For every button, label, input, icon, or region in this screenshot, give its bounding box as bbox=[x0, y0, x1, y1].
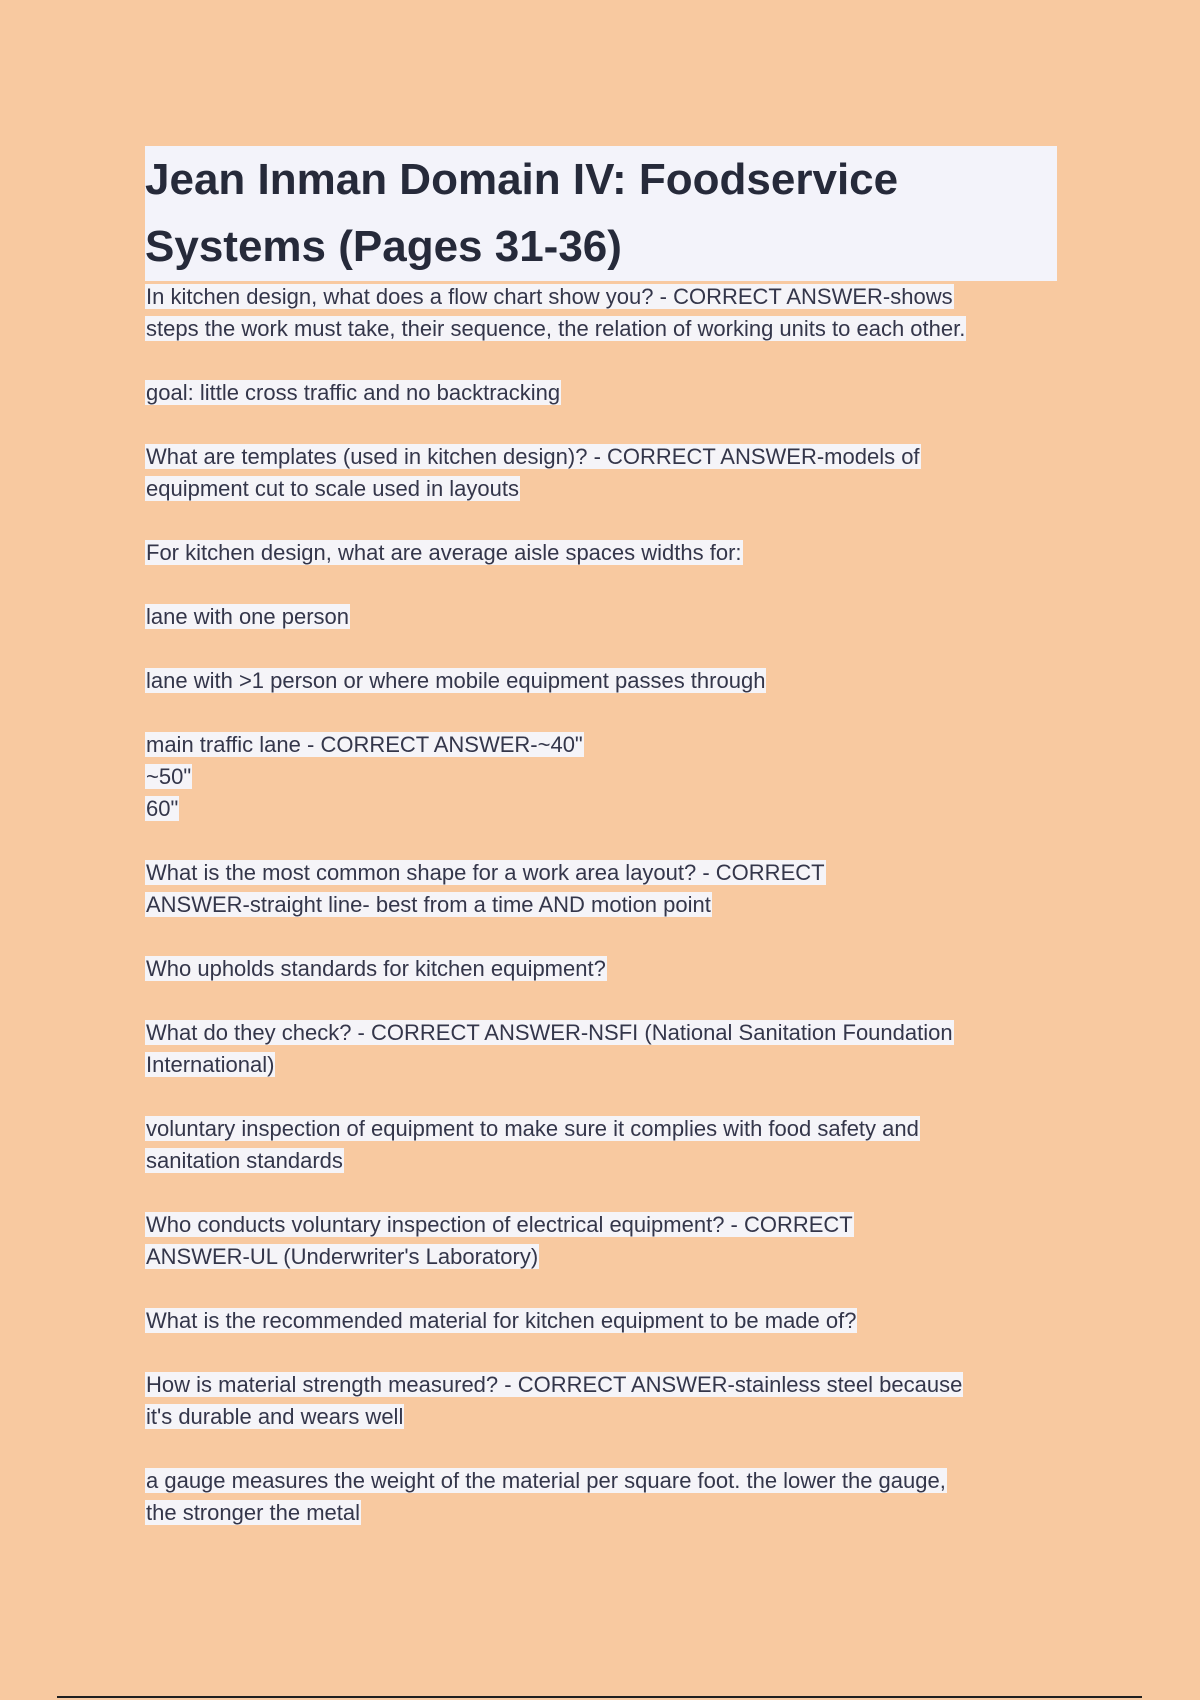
paragraph bbox=[145, 537, 1057, 569]
paragraph bbox=[145, 377, 1057, 409]
paragraph bbox=[145, 857, 1057, 921]
text-line: ANSWER-straight line- best from a time AND motion point bbox=[146, 892, 711, 917]
text-line: voluntary inspection of equipment to make sure it complies with food safety and bbox=[146, 1116, 919, 1141]
paragraph bbox=[145, 1305, 1057, 1337]
text-line: What are templates (used in kitchen design)? - CORRECT ANSWER-models of bbox=[146, 444, 920, 469]
text-line: steps the work must take, their sequence, the relation of working units to each other. bbox=[146, 316, 966, 341]
paragraph bbox=[145, 1017, 1057, 1081]
page-divider bbox=[57, 1696, 1142, 1698]
text-line: ~50" bbox=[146, 764, 192, 789]
text-line: lane with one person bbox=[146, 604, 350, 629]
text-line: equipment cut to scale used in layouts bbox=[146, 476, 520, 501]
text-line: What is the most common shape for a work area layout? - CORRECT bbox=[146, 860, 825, 885]
document-title bbox=[145, 146, 1057, 281]
paragraph bbox=[145, 1465, 1057, 1529]
paragraph bbox=[145, 1209, 1057, 1273]
paragraph bbox=[145, 441, 1057, 505]
text-line: main traffic lane - CORRECT ANSWER-~40" bbox=[146, 732, 583, 757]
text-line: 60" bbox=[146, 796, 179, 821]
text-line: it's durable and wears well bbox=[146, 1404, 404, 1429]
paragraph bbox=[145, 601, 1057, 633]
text-line: For kitchen design, what are average aisle spaces widths for: bbox=[146, 540, 742, 565]
text-line: the stronger the metal bbox=[146, 1500, 361, 1525]
paragraph bbox=[145, 665, 1057, 697]
paragraph bbox=[145, 1113, 1057, 1177]
text-line: ANSWER-UL (Underwriter's Laboratory) bbox=[146, 1244, 539, 1269]
text-line: a gauge measures the weight of the material per square foot. the lower the gauge, bbox=[146, 1468, 946, 1493]
paragraph bbox=[145, 281, 1057, 345]
text-line: What do they check? - CORRECT ANSWER-NSFI (National Sanitation Foundation bbox=[146, 1020, 953, 1045]
text-line: What is the recommended material for kitchen equipment to be made of? bbox=[146, 1308, 857, 1333]
paragraph bbox=[145, 729, 1057, 825]
text-line: Who upholds standards for kitchen equipment? bbox=[146, 956, 606, 981]
title-line-2: Systems (Pages 31-36) bbox=[145, 222, 622, 271]
text-line: sanitation standards bbox=[146, 1148, 343, 1173]
text-line: goal: little cross traffic and no backtracking bbox=[146, 380, 561, 405]
text-line: lane with >1 person or where mobile equipment passes through bbox=[146, 668, 766, 693]
paragraph bbox=[145, 953, 1057, 985]
document-page bbox=[145, 146, 1057, 1561]
text-line: Who conducts voluntary inspection of electrical equipment? - CORRECT bbox=[146, 1212, 853, 1237]
title-line-1: Jean Inman Domain IV: Foodservice bbox=[145, 155, 899, 204]
text-line: In kitchen design, what does a flow chart show you? - CORRECT ANSWER-shows bbox=[146, 284, 953, 309]
text-line: International) bbox=[146, 1052, 275, 1077]
paragraph bbox=[145, 1369, 1057, 1433]
text-line: How is material strength measured? - CORRECT ANSWER-stainless steel because bbox=[146, 1372, 963, 1397]
